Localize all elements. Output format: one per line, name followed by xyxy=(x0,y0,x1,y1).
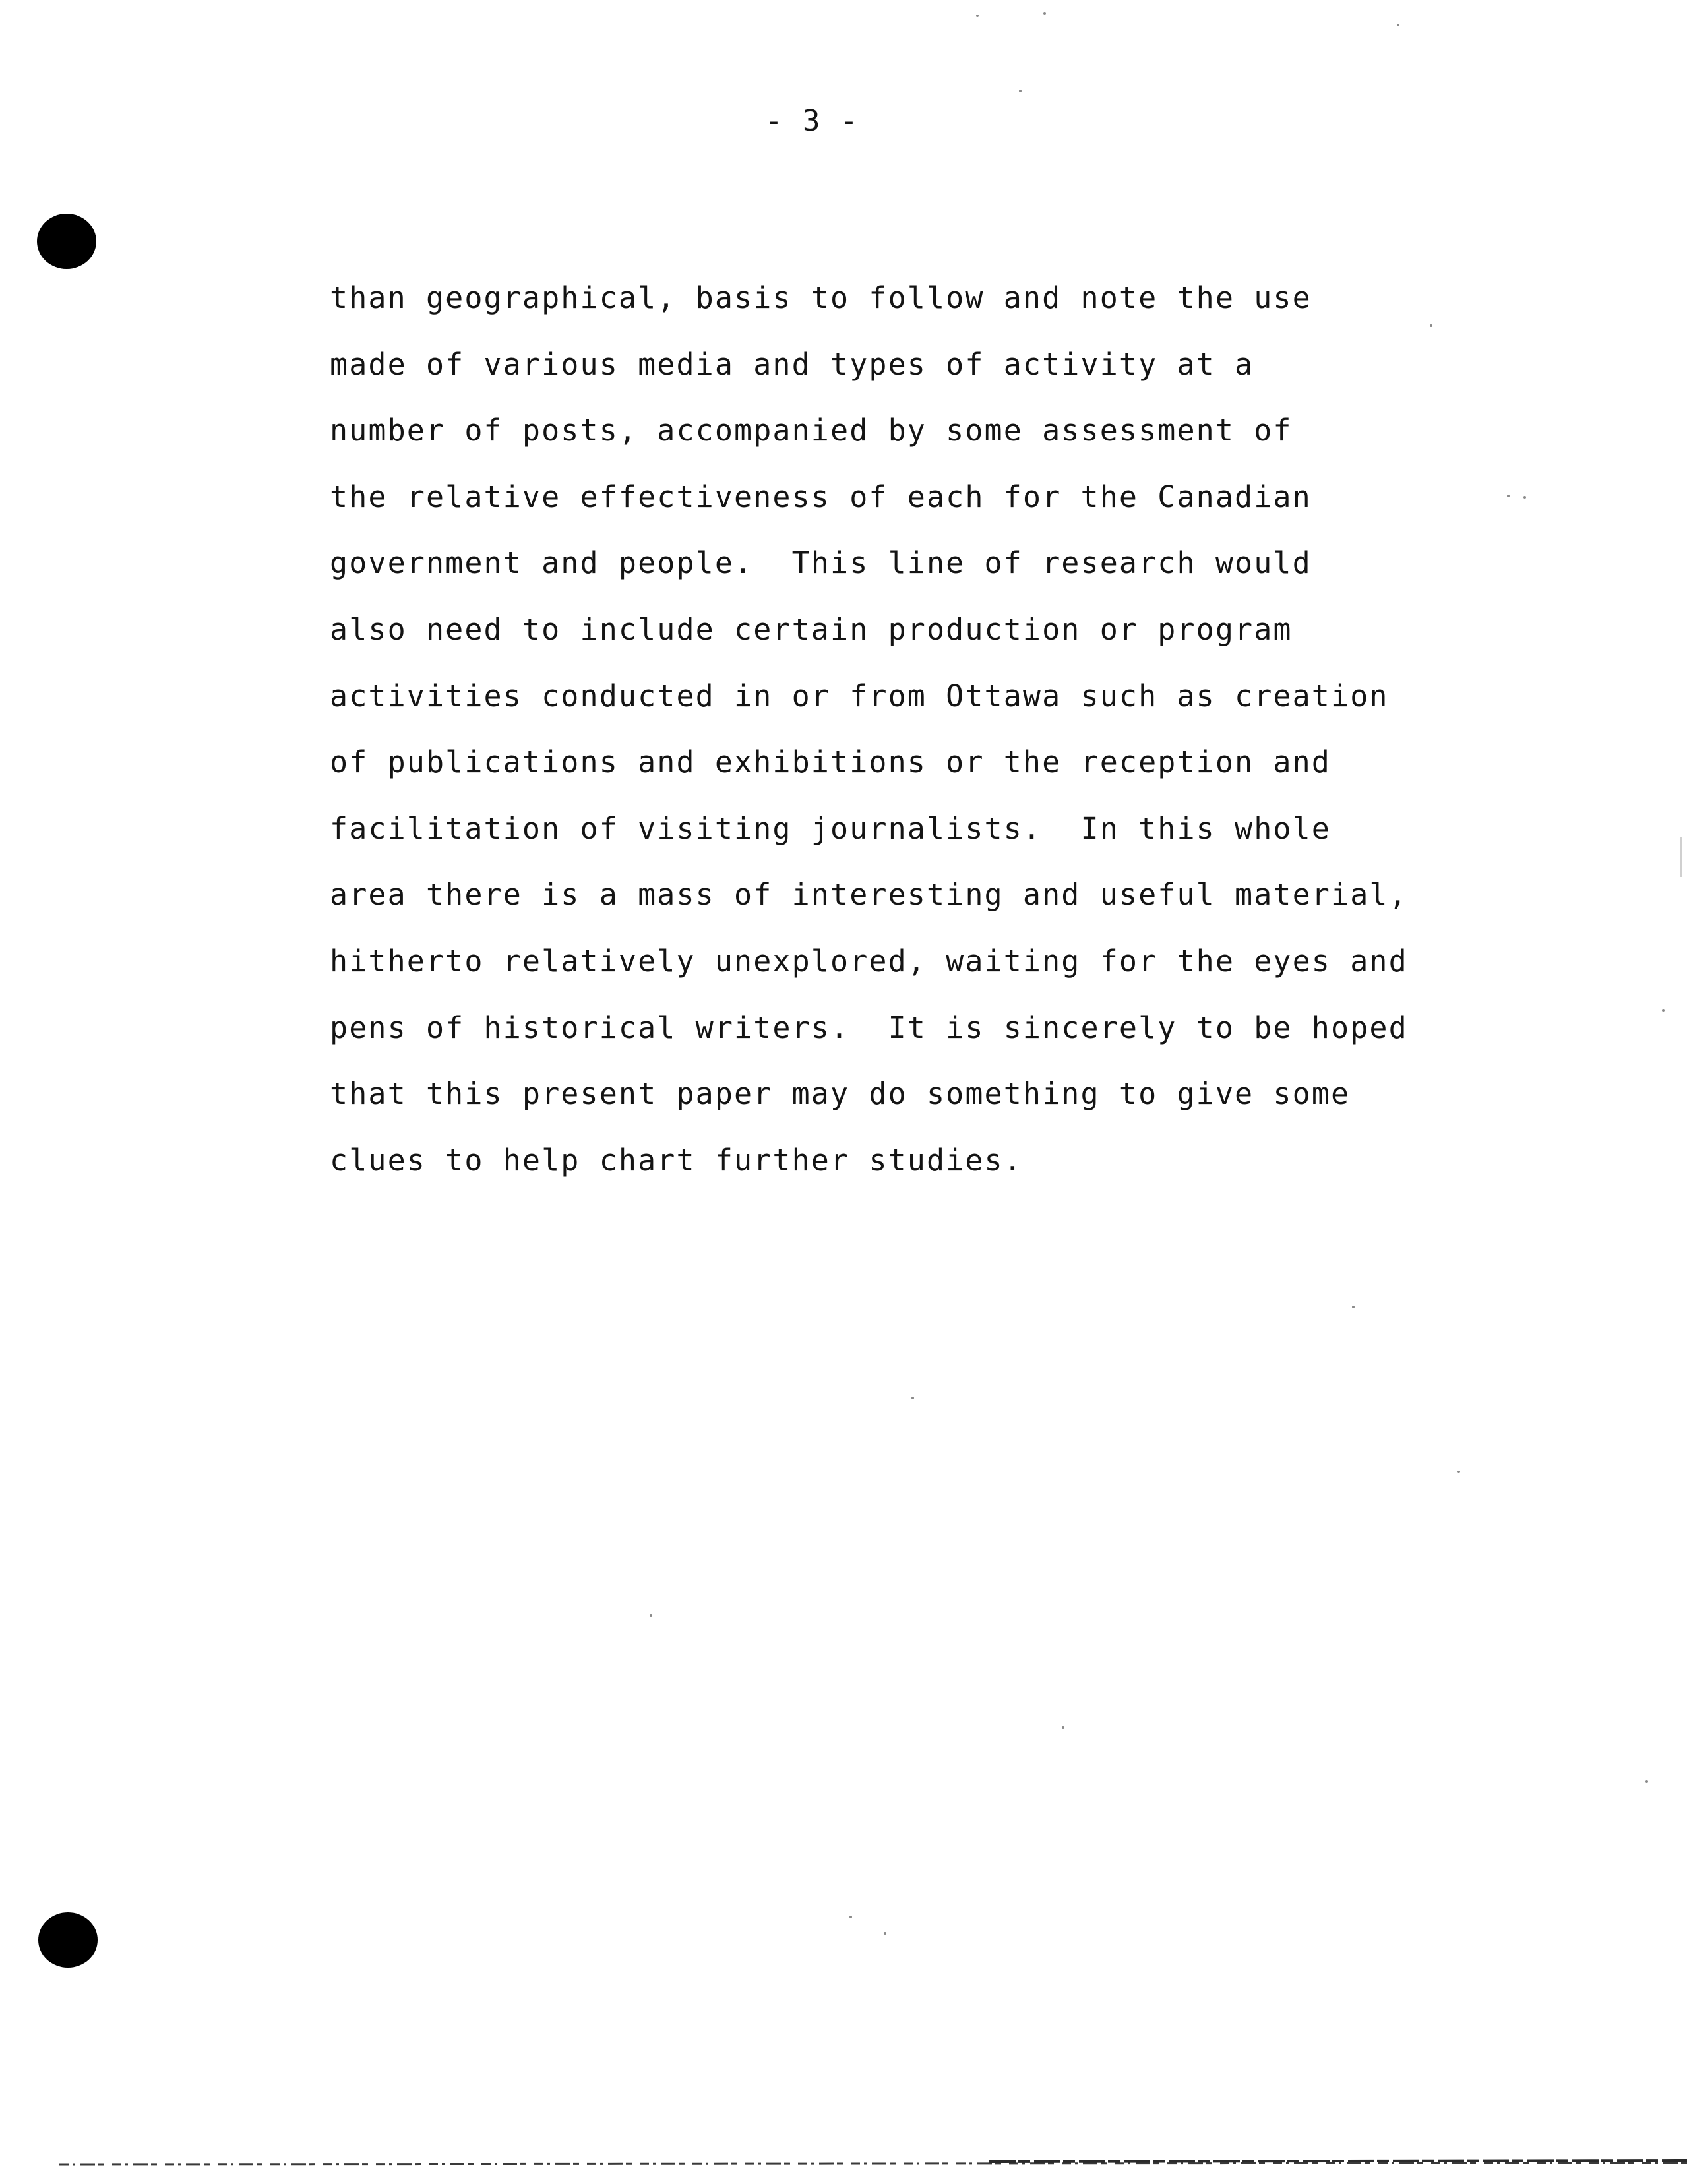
text-line: clues to help chart further studies. xyxy=(330,1142,1023,1178)
text-line: that this present paper may do something to give some xyxy=(330,1076,1351,1112)
text-line: the relative effectiveness of each for the Canadian xyxy=(330,479,1312,514)
text-line: government and people. This line of research would xyxy=(330,545,1312,581)
text-line: of publications and exhibitions or the reception and xyxy=(330,744,1331,780)
scan-speck xyxy=(1507,495,1510,497)
scan-bottom-edge xyxy=(0,2156,1687,2169)
text-line: than geographical, basis to follow and note the use xyxy=(330,280,1312,315)
text-line: made of various media and types of activity at a xyxy=(330,346,1254,382)
body-text xyxy=(330,265,1490,1194)
scan-speck xyxy=(1662,1009,1665,1012)
scan-speck xyxy=(1430,324,1432,327)
scan-speck xyxy=(849,1916,852,1918)
scan-speck xyxy=(884,1932,886,1935)
punch-hole-top xyxy=(37,214,96,269)
scan-speck xyxy=(1397,24,1399,26)
scan-edge-mark xyxy=(1680,837,1682,877)
scan-speck xyxy=(1019,90,1022,92)
text-line: area there is a mass of interesting and useful material, xyxy=(330,877,1408,913)
text-line: activities conducted in or from Ottawa such as creation xyxy=(330,678,1389,713)
scan-speck xyxy=(1645,1780,1648,1783)
scan-speck xyxy=(1457,1471,1460,1473)
page-number: - 3 - xyxy=(765,104,859,138)
scan-speck xyxy=(1352,1306,1355,1308)
scan-speck xyxy=(1062,1726,1064,1729)
text-line: also need to include certain production or program xyxy=(330,611,1293,647)
scan-speck xyxy=(976,15,979,17)
text-line: hitherto relatively unexplored, waiting for the eyes and xyxy=(330,943,1408,979)
text-line: facilitation of visiting journalists. In this whole xyxy=(330,810,1331,846)
punch-hole-bottom xyxy=(38,1912,98,1968)
scan-speck xyxy=(1043,12,1046,15)
scan-speck xyxy=(911,1397,914,1399)
scan-speck xyxy=(1523,496,1526,499)
text-line: number of posts, accompanied by some assessment of xyxy=(330,413,1293,448)
scan-speck xyxy=(650,1614,652,1617)
text-line: pens of historical writers. It is sincerely to be hoped xyxy=(330,1010,1408,1045)
